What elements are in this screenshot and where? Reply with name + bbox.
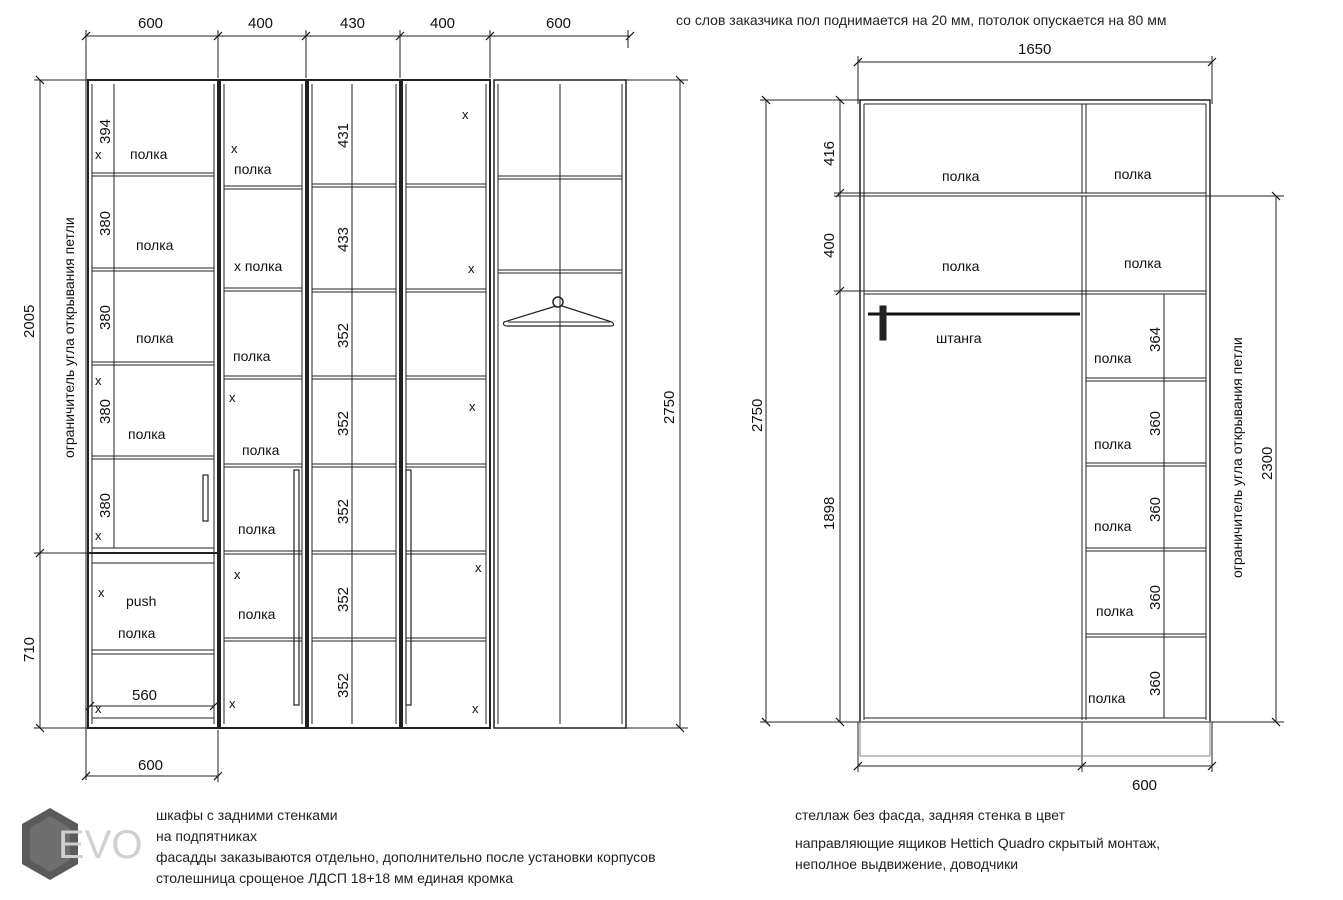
shelf-label: полка: [130, 146, 168, 162]
dim-col1-s2: 380: [97, 210, 114, 236]
shelf-label: полка: [234, 161, 272, 177]
dim-col1-s5: 380: [97, 492, 114, 518]
shelf-label: полка: [1094, 436, 1132, 452]
dim-col3-s4: 352: [335, 410, 352, 436]
x-mark: x: [234, 567, 241, 582]
shelf-label: x полка: [234, 258, 283, 274]
note-left-2: на подпятниках: [156, 828, 257, 844]
shelf-label: полка: [128, 426, 166, 442]
dim-col3-s1: 431: [335, 122, 352, 148]
dim-rack-shelf-2: 360: [1147, 410, 1164, 436]
dim-rack-416: 416: [821, 140, 838, 166]
x-mark: x: [462, 107, 469, 122]
shelf-label: полка: [136, 330, 174, 346]
dim-inner-width: 560: [132, 687, 158, 704]
hinge-limiter-note-left: ограничитель угла открывания петли: [61, 217, 77, 458]
note-right-1: стеллаж без фасда, задняя стенка в цвет: [795, 807, 1066, 823]
x-mark: x: [469, 399, 476, 414]
dim-rack-1898: 1898: [821, 496, 838, 530]
x-mark: x: [229, 390, 236, 405]
rod-label: штанга: [936, 330, 982, 346]
shelf-label: полка: [942, 258, 980, 274]
shelf-label: полка: [1094, 518, 1132, 534]
dim-lower-height: 710: [21, 636, 38, 662]
note-left-1: шкафы с задними стенками: [156, 807, 338, 823]
shelf-label: полка: [233, 348, 271, 364]
note-right-2: направляющие ящиков Hettich Quadro скрытый монтаж,: [795, 835, 1161, 851]
shelf-label: полка: [118, 625, 156, 641]
svg-text:EVO: EVO: [58, 823, 143, 867]
dim-rack-bottom-width: 600: [1132, 777, 1158, 794]
dim-upper-height: 2005: [21, 304, 38, 338]
dim-rack-400: 400: [821, 232, 838, 258]
dim-col3-s2: 433: [335, 226, 352, 252]
shelf-label: полка: [942, 168, 980, 184]
shelf-label: полка: [136, 237, 174, 253]
x-mark: x: [231, 141, 238, 156]
dim-col4-width: 400: [430, 15, 456, 32]
dim-col3-width: 430: [340, 15, 366, 32]
x-mark: x: [229, 696, 236, 711]
x-mark: x: [95, 147, 102, 162]
dim-rack-2300: 2300: [1259, 446, 1276, 480]
shelf-label: полка: [238, 521, 276, 537]
dim-rack-shelf-5: 360: [1147, 670, 1164, 696]
shelf-label: полка: [1114, 166, 1152, 182]
x-mark: x: [468, 261, 475, 276]
dim-col3-s7: 352: [335, 672, 352, 698]
shelf-label: полка: [1088, 690, 1126, 706]
dim-col3-s6: 352: [335, 586, 352, 612]
dim-bottom-width: 600: [138, 757, 164, 774]
dim-col1-s1: 394: [97, 118, 114, 144]
header-note: со слов заказчика пол поднимается на 20 мм, потолок опускается на 80 мм: [676, 12, 1167, 28]
dim-col1-width: 600: [138, 15, 164, 32]
dim-col2-width: 400: [248, 15, 274, 32]
evo-logo: [20, 808, 170, 880]
note-left-4: столешница срощеное ЛДСП 18+18 мм единая кромка: [156, 870, 514, 886]
x-mark: x: [95, 528, 102, 543]
shelf-label: полка: [1096, 603, 1134, 619]
dim-rack-shelf-3: 360: [1147, 496, 1164, 522]
dim-col5-width: 600: [546, 15, 572, 32]
dim-total-height: 2750: [661, 390, 678, 424]
shelf-label: полка: [238, 606, 276, 622]
dim-col1-s4: 380: [97, 398, 114, 424]
push-label: push: [126, 593, 157, 609]
dim-rack-shelf-1: 364: [1147, 326, 1164, 352]
dim-col3-s5: 352: [335, 498, 352, 524]
x-mark: x: [95, 701, 102, 716]
dim-rack-total-height: 2750: [749, 398, 766, 432]
shelf-label: полка: [1124, 255, 1162, 271]
x-mark: x: [475, 560, 482, 575]
dim-col1-s3: 380: [97, 304, 114, 330]
shelf-label: полка: [1094, 350, 1132, 366]
shelf-label: полка: [242, 442, 280, 458]
x-mark: x: [98, 585, 105, 600]
dim-col3-s3: 352: [335, 322, 352, 348]
note-left-3: фасадды заказываются отдельно, дополнительно после установки корпусов: [156, 849, 656, 865]
hinge-limiter-note-right: ограничитель угла открывания петли: [1229, 337, 1245, 578]
note-right-3: неполное выдвижение, доводчики: [795, 856, 1019, 872]
x-mark: x: [472, 701, 479, 716]
dim-rack-width: 1650: [1018, 41, 1052, 58]
x-mark: x: [95, 373, 102, 388]
dim-rack-shelf-4: 360: [1147, 584, 1164, 610]
